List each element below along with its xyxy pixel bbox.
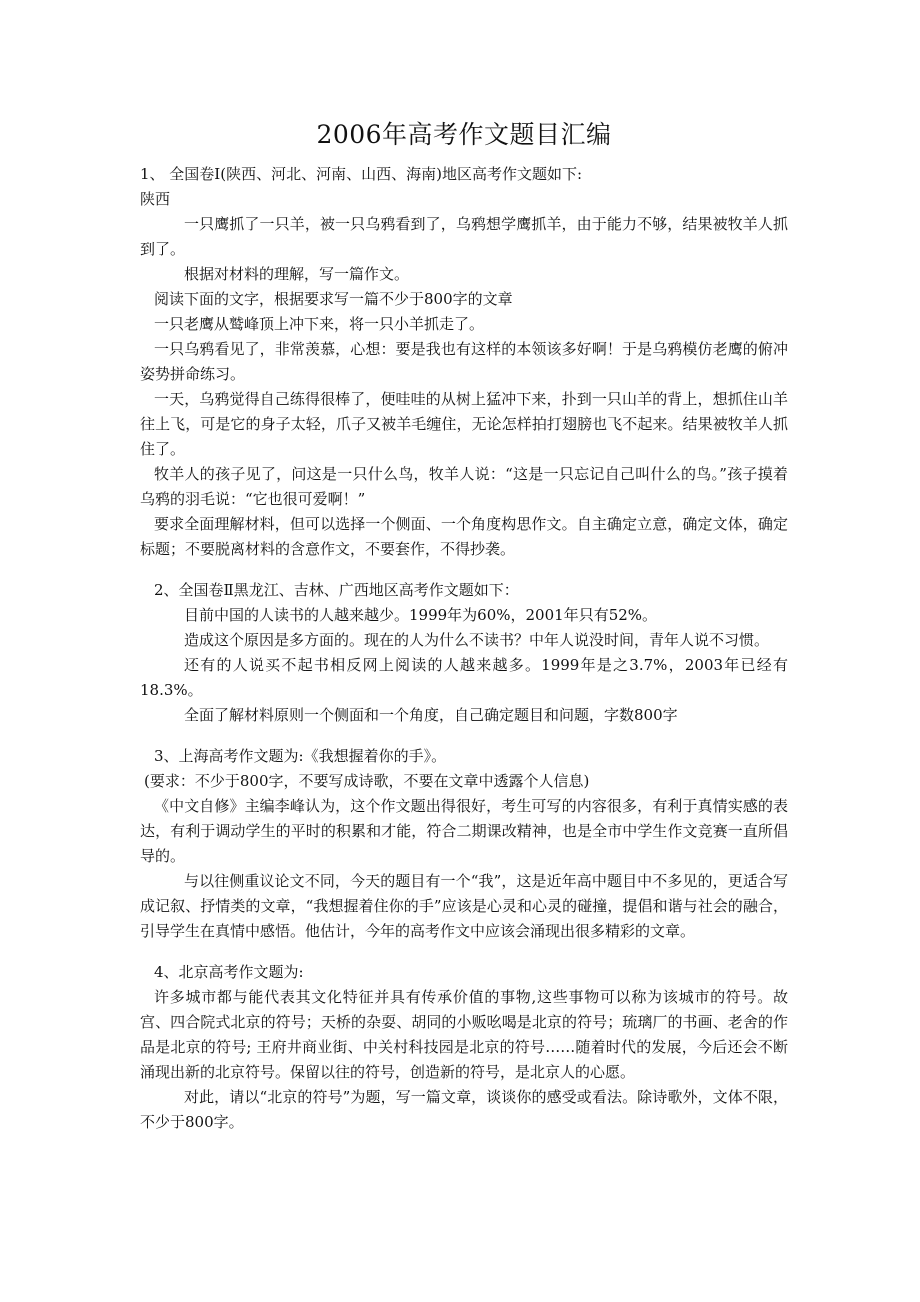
section4-paragraph-1: 许多城市都与能代表其文化特征并具有传承价值的事物,这些事物可以称为该城市的符号。故宫、四合院式北京的符号；天桥的杂耍、胡同的小贩吆喝是北京的符号；琉璃厂的书画、老舍的作品是北京的符号; 王府井商业街、中关村科技园是北京的符号……随着时代的发展，今后还会不断涌现出新的北京符号。保留以往的符号，创造新的符号，是北京人的心愿。 xyxy=(140,988,788,1081)
section2-paragraph-3: 还有的人说买不起书相反网上阅读的人越来越多。1999年是之3.7%，2003年已经有18.3%。 xyxy=(140,656,788,699)
document-page xyxy=(140,118,788,1135)
section1-paragraph-1: 一只鹰抓了一只羊，被一只乌鸦看到了，乌鸦想学鹰抓羊，由于能力不够，结果被牧羊人抓到了。 xyxy=(140,215,788,258)
section3-heading: 3、上海高考作文题为:《我想握着你的手》。 xyxy=(154,747,447,765)
section1-heading: 1、 全国卷Ⅰ(陕西、河北、河南、山西、海南)地区高考作文题如下: xyxy=(140,165,582,183)
section1-paragraph-3: 阅读下面的文字，根据要求写一篇不少于800字的文章 xyxy=(154,290,513,308)
section1-paragraph-2: 根据对材料的理解，写一篇作文。 xyxy=(184,265,410,283)
section4-heading: 4、北京高考作文题为: xyxy=(154,963,304,981)
section4-paragraph-2: 对此，请以“北京的符号”为题，写一篇文章，谈谈你的感受或看法。除诗歌外，文体不限，不少于800字。 xyxy=(140,1088,788,1131)
section1-paragraph-4: 一只老鹰从鹫峰顶上冲下来，将一只小羊抓走了。 xyxy=(154,315,485,333)
section2-paragraph-1: 目前中国的人读书的人越来越少。1999年为60%，2001年只有52%。 xyxy=(184,606,658,624)
section-gap xyxy=(140,944,788,960)
section3-paragraph-1: (要求：不少于800字，不要写成诗歌，不要在文章中透露个人信息) xyxy=(144,772,590,790)
section1-paragraph-8: 要求全面理解材料，但可以选择一个侧面、一个角度构思作文。自主确定立意，确定文体，确定标题；不要脱离材料的含意作文，不要套作，不得抄袭。 xyxy=(140,515,788,558)
section-gap xyxy=(140,728,788,744)
section1-paragraph-7: 牧羊人的孩子见了，问这是一只什么鸟，牧羊人说：“这是一只忘记自己叫什么的鸟。”孩子摸着乌鸦的羽毛说：“它也很可爱啊！” xyxy=(140,465,788,508)
section1-paragraph-6: 一天，乌鸦觉得自己练得很棒了，便哇哇的从树上猛冲下来，扑到一只山羊的背上，想抓住山羊往上飞，可是它的身子太轻，爪子又被羊毛缠住，无论怎样拍打翅膀也飞不起来。结果被牧羊人抓住了。 xyxy=(140,390,788,458)
document-title: 2006年高考作文题目汇编 xyxy=(316,120,612,149)
section3-paragraph-2: 《中文自修》主编李峰认为，这个作文题出得很好，考生可写的内容很多，有利于真情实感的表达，有利于调动学生的平时的积累和才能，符合二期课改精神，也是全市中学生作文竞赛一直所倡导的。 xyxy=(140,797,788,865)
section2-heading: 2、全国卷Ⅱ黑龙江、吉林、广西地区高考作文题如下： xyxy=(154,581,519,599)
section1-region: 陕西 xyxy=(140,190,171,208)
section3-paragraph-3: 与以往侧重议论文不同，今天的题目有一个“我”，这是近年高中题目中不多见的，更适合写成记叙、抒情类的文章，“我想握着住你的手”应该是心灵和心灵的碰撞，提倡和谐与社会的融合，引导学生在真情中感悟。他估计，今年的高考作文中应该会涌现出很多精彩的文章。 xyxy=(140,872,788,940)
section1-paragraph-5: 一只乌鸦看见了，非常羡慕，心想：要是我也有这样的本领该多好啊！于是乌鸦模仿老鹰的俯冲姿势拼命练习。 xyxy=(140,340,788,383)
section-gap xyxy=(140,562,788,578)
section2-paragraph-2: 造成这个原因是多方面的。现在的人为什么不读书？中年人说没时间，青年人说不习惯。 xyxy=(184,631,770,649)
section2-paragraph-4: 全面了解材料原则一个侧面和一个角度，自己确定题目和问题，字数800字 xyxy=(184,706,678,724)
